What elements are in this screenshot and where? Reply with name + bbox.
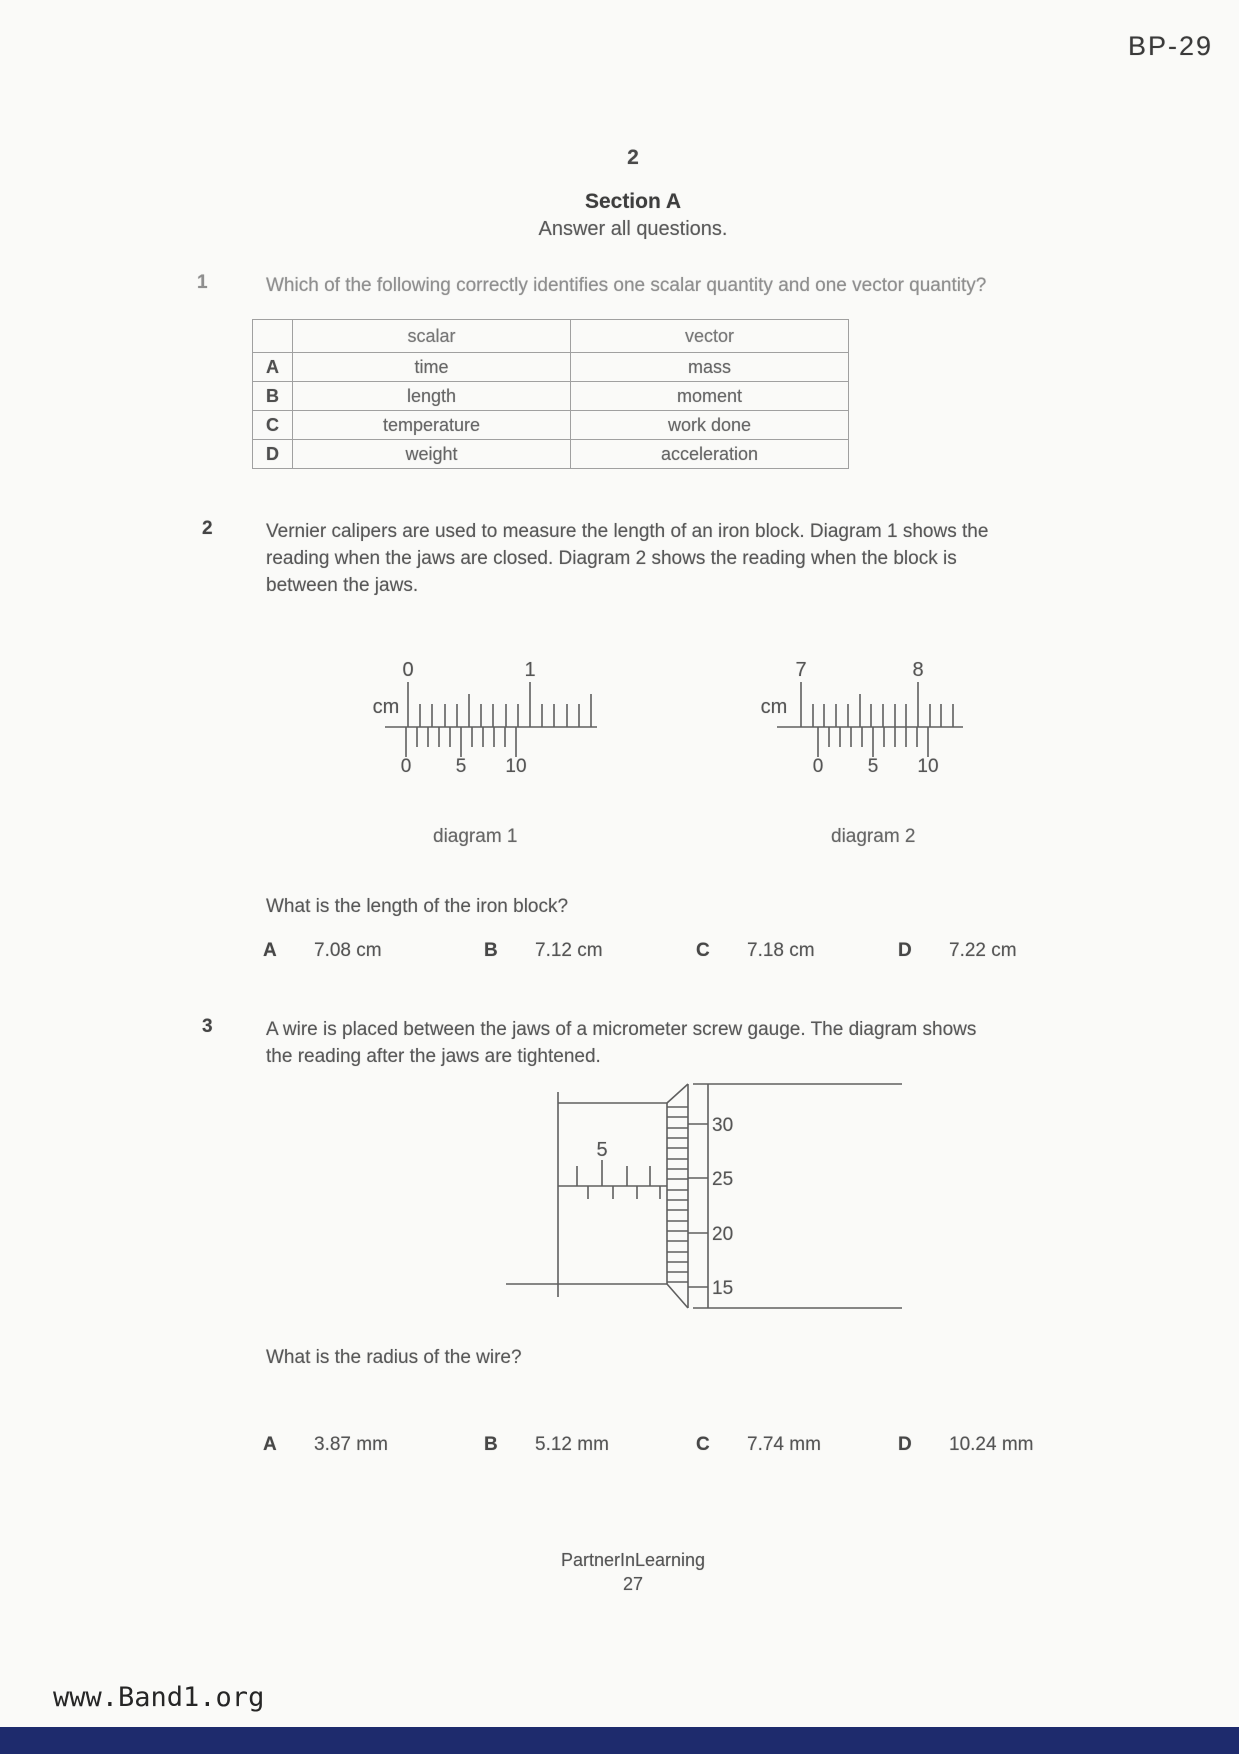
vernier-label: 0 [400, 756, 412, 777]
thimble-scale-label: 15 [712, 1278, 734, 1299]
option-letter: B [484, 1434, 498, 1455]
option-letter: D [898, 940, 912, 961]
text-line: reading when the jaws are closed. Diagram 2 shows the reading when the block is [266, 548, 957, 569]
vector-cell: work done [571, 411, 849, 440]
section-subtitle: Answer all questions. [538, 218, 728, 240]
option-letter: C [696, 1434, 710, 1455]
footer-page-number: 27 [622, 1574, 644, 1594]
option-c [696, 1434, 821, 1456]
diagram-1-caption: diagram 1 [433, 826, 518, 847]
main-scale-label: 0 [402, 659, 414, 681]
option-value: 5.12 mm [535, 1434, 609, 1455]
vernier-label: 10 [917, 756, 939, 777]
unit-label: cm [372, 696, 400, 718]
footer-brand: PartnerInLearning [560, 1550, 706, 1570]
row-letter: A [253, 353, 293, 382]
table-row [253, 440, 849, 469]
text-line: the reading after the jaws are tightened. [266, 1046, 601, 1067]
micrometer-diagram [490, 1060, 920, 1320]
diagram-2-caption: diagram 2 [831, 826, 916, 847]
row-letter: D [253, 440, 293, 469]
sleeve-scale-label: 5 [596, 1139, 608, 1161]
option-a [263, 1434, 388, 1456]
option-letter: A [263, 940, 277, 961]
vernier-label: 0 [812, 756, 824, 777]
option-value: 7.08 cm [314, 940, 382, 961]
scalar-cell: time [293, 353, 571, 382]
row-letter: B [253, 382, 293, 411]
thimble-scale-label: 30 [712, 1115, 734, 1136]
thimble-scale-label: 20 [712, 1224, 734, 1245]
watermark-url: www.Band1.org [53, 1682, 265, 1713]
option-value: 7.18 cm [747, 940, 815, 961]
main-scale-label: 7 [795, 659, 807, 681]
section-title: Section A [584, 190, 682, 213]
sleeve-upper-ticks [577, 1160, 650, 1186]
thimble-graduation-ticks [688, 1124, 708, 1287]
option-value: 7.12 cm [535, 940, 603, 961]
vernier-major-ticks [818, 727, 928, 757]
scalar-cell: weight [293, 440, 571, 469]
option-value: 7.22 cm [949, 940, 1017, 961]
vernier-diagram-2 [750, 630, 980, 785]
table-row [253, 382, 849, 411]
vernier-major-ticks [406, 727, 516, 757]
vector-cell: acceleration [571, 440, 849, 469]
scalar-cell: temperature [293, 411, 571, 440]
question-1-number: 1 [197, 272, 208, 293]
option-b [484, 1434, 609, 1456]
table-header-row [253, 320, 849, 353]
option-letter: C [696, 940, 710, 961]
scalar-vector-table [252, 319, 849, 469]
vector-cell: moment [571, 382, 849, 411]
page-number: 2 [627, 146, 639, 169]
question-1-text: Which of the following correctly identifies one scalar quantity and one vector quantity? [266, 275, 987, 296]
option-letter: A [263, 1434, 277, 1455]
table-corner-cell [253, 320, 293, 353]
sleeve-lower-ticks [588, 1186, 660, 1199]
option-b [484, 940, 603, 962]
option-value: 3.87 mm [314, 1434, 388, 1455]
text-line: between the jaws. [266, 575, 419, 596]
question-2-prompt: What is the length of the iron block? [266, 896, 569, 917]
vernier-diagram-1 [360, 630, 620, 785]
unit-label: cm [760, 696, 788, 718]
vernier-label: 5 [455, 756, 467, 777]
text-line: Vernier calipers are used to measure the length of an iron block. Diagram 1 shows the [266, 521, 989, 542]
option-c [696, 940, 815, 962]
question-3-prompt: What is the radius of the wire? [266, 1347, 522, 1368]
column-header-vector: vector [571, 320, 849, 353]
option-a [263, 940, 382, 962]
paper-code: BP-29 [1128, 31, 1214, 61]
main-scale-label: 1 [524, 659, 536, 681]
vernier-label: 10 [505, 756, 527, 777]
row-letter: C [253, 411, 293, 440]
main-scale-minor-ticks [813, 704, 953, 727]
question-2-text [266, 518, 988, 599]
option-d [898, 1434, 1033, 1456]
scalar-cell: length [293, 382, 571, 411]
option-letter: B [484, 940, 498, 961]
bottom-scan-bar [0, 1727, 1239, 1754]
table-row [253, 353, 849, 382]
main-scale-minor-ticks [420, 704, 579, 727]
main-scale-label: 8 [912, 659, 924, 681]
vernier-label: 5 [867, 756, 879, 777]
vector-cell: mass [571, 353, 849, 382]
thimble-hatch-marks [667, 1107, 688, 1282]
table-row [253, 411, 849, 440]
option-d [898, 940, 1017, 962]
option-value: 10.24 mm [949, 1434, 1034, 1455]
option-letter: D [898, 1434, 912, 1455]
text-line: A wire is placed between the jaws of a micrometer screw gauge. The diagram shows [266, 1019, 977, 1040]
question-3-number: 3 [202, 1016, 213, 1037]
option-value: 7.74 mm [747, 1434, 821, 1455]
column-header-scalar: scalar [293, 320, 571, 353]
thimble-scale-label: 25 [712, 1169, 734, 1190]
question-2-number: 2 [202, 518, 213, 539]
